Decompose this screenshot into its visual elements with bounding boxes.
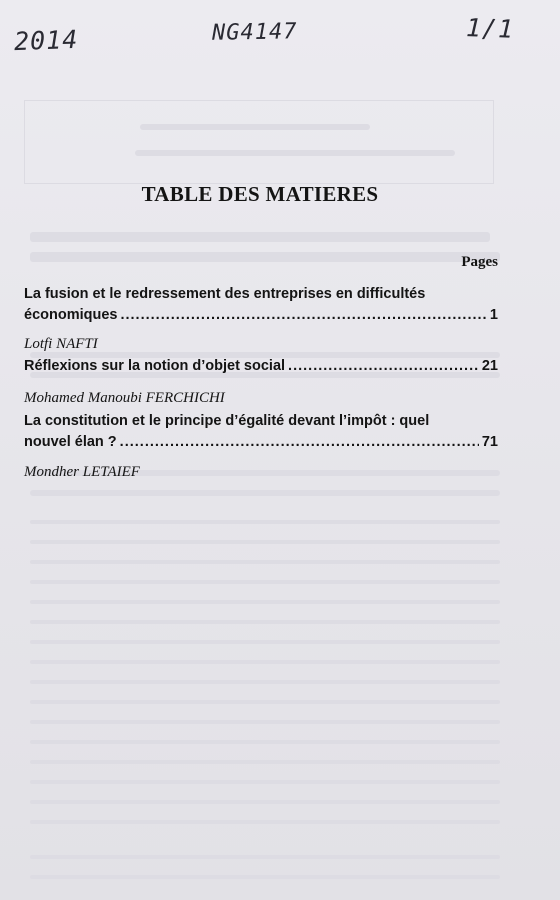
toc-entry-title-row: [24, 356, 498, 377]
page-title: TABLE DES MATIERES: [141, 182, 379, 206]
toc-entry-author: Lotfi NAFTI: [24, 336, 98, 352]
show-through-line: [30, 620, 500, 624]
show-through-line: [30, 490, 500, 496]
show-through-line: [30, 520, 500, 524]
show-through-line: [30, 760, 500, 764]
show-through-box: [24, 100, 494, 184]
show-through-line: [30, 640, 500, 644]
toc-entry-author: Mondher LETAIEF: [24, 464, 140, 480]
dot-leader: [288, 356, 479, 377]
toc-entry-author: Mohamed Manoubi FERCHICHI: [24, 390, 225, 406]
dot-leader: [120, 305, 486, 326]
pages-column-label: Pages: [461, 254, 498, 270]
show-through-line: [30, 580, 500, 584]
toc-entry-title-line1: La fusion et le redressement des entreprises en difficultés: [24, 286, 426, 302]
show-through-line: [30, 820, 500, 824]
dot-leader: [120, 432, 479, 453]
toc-entry: [24, 284, 498, 326]
show-through-line: [30, 720, 500, 724]
handwritten-folio: 1/1: [465, 13, 515, 44]
handwritten-code: NG4147: [211, 19, 298, 46]
show-through-line: [30, 700, 500, 704]
toc-entry: [24, 356, 498, 377]
show-through-line: [30, 800, 500, 804]
show-through-line: [30, 680, 500, 684]
toc-entry-title-line2-row: [24, 305, 498, 326]
show-through-line: [140, 124, 370, 130]
toc-entry-page: 71: [481, 434, 498, 450]
toc-entry-title-line2: économiques: [24, 307, 118, 323]
show-through-line: [30, 660, 500, 664]
handwritten-year: 2014: [13, 24, 79, 57]
show-through-line: [135, 150, 455, 156]
show-through-line: [30, 875, 500, 879]
toc-entry-page: 1: [489, 307, 498, 323]
show-through-line: [30, 252, 500, 262]
toc-entry-title-line2: nouvel élan ?: [24, 434, 117, 450]
show-through-line: [30, 540, 500, 544]
show-through-line: [30, 560, 500, 564]
show-through-line: [30, 232, 490, 242]
toc-entry: [24, 411, 498, 453]
toc-entry-page: 21: [481, 358, 498, 374]
show-through-line: [30, 600, 500, 604]
toc-entry-title-line1: La constitution et le principe d’égalité devant l’impôt : quel: [24, 413, 430, 429]
toc-entry-title: Réflexions sur la notion d’objet social: [24, 358, 286, 374]
show-through-line: [30, 740, 500, 744]
show-through-line: [30, 780, 500, 784]
show-through-line: [30, 855, 500, 859]
toc-entry-title-line2-row: [24, 432, 498, 453]
